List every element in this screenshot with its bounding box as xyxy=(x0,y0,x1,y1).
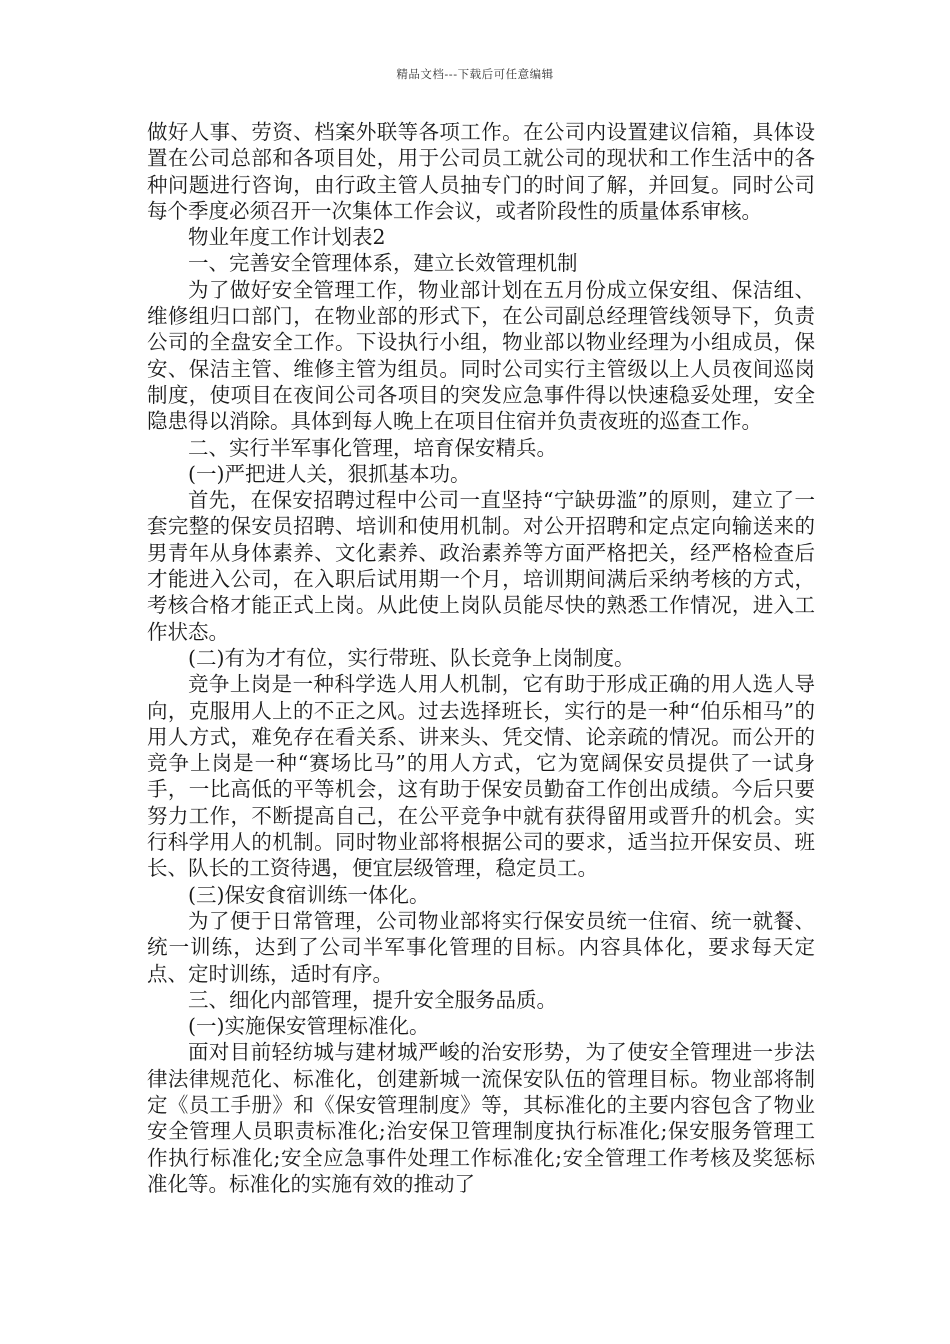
paragraph: 面对目前轻纺城与建材城严峻的治安形势，为了使安全管理进一步法律法律规范化、标准化，创建新城一流保安队伍的管理目标。物业部将制定《员工手册》和《保安管理制度》等，其标准化的主要内容包含了物业安全管理人员职责标准化;治安保卫管理制度执行标准化;保安服务管理工作执行标准化;安全应急事件处理工作标准化;安全管理工作考核及奖惩标准化等。标准化的实施有效的推动了 xyxy=(147,1040,815,1196)
heading-2: 二、实行半军事化管理，培育保安精兵。 xyxy=(188,435,557,460)
heading-3: 三、细化内部管理，提升安全服务品质。 xyxy=(188,987,557,1012)
subheading: (一)实施保安管理标准化。 xyxy=(188,1014,430,1039)
paragraph: 为了便于日常管理，公司物业部将实行保安员统一住宿、统一就餐、统一训练，达到了公司半军事化管理的目标。内容具体化，要求每天定点、定时训练，适时有序。 xyxy=(147,908,815,986)
subheading: (一)严把进人关，狠抓基本功。 xyxy=(188,461,471,486)
document-body xyxy=(147,119,815,1197)
page-header: 精品文档---下载后可任意编辑 xyxy=(396,67,554,81)
paragraph: 为了做好安全管理工作，物业部计划在五月份成立保安组、保洁组、维修组归口部门，在物业部的形式下，在公司副总经理管线领导下，负责公司的全盘安全工作。下设执行小组，物业部以物业经理为小组成员，保安、保洁主管、维修主管为组员。同时公司实行主管级以上人员夜间巡岗制度，使项目在夜间公司各项目的突发应急事件得以快速稳妥处理，安全隐患得以消除。具体到每人晚上在项目住宿并负责夜班的巡查工作。 xyxy=(147,277,815,434)
paragraph: 首先，在保安招聘过程中公司一直坚持“宁缺毋滥”的原则，建立了一套完整的保安员招聘、培训和使用机制。对公开招聘和定点定向输送来的男青年从身体素养、文化素养、政治素养等方面严格把关，经严格检查后才能进入公司，在入职后试用期一个月，培训期间满后采纳考核的方式，考核合格才能正式上岗。从此使上岗队员能尽快的熟悉工作情况，进入工作状态。 xyxy=(147,488,815,644)
section-title: 物业年度工作计划表2 xyxy=(188,225,386,250)
subheading: (三)保安食宿训练一体化。 xyxy=(188,882,430,907)
subheading: (二)有为才有位，实行带班、队长竞争上岗制度。 xyxy=(188,645,635,670)
heading-1: 一、完善安全管理体系，建立长效管理机制 xyxy=(188,251,578,276)
paragraph: 竞争上岗是一种科学选人用人机制，它有助于形成正确的用人选人导向，克服用人上的不正之风。过去选择班长，实行的是一种“伯乐相马”的用人方式，难免存在看关系、讲来头、凭交情、论亲疏的情况。而公开的竞争上岗是一种“赛场比马”的用人方式，它为宽阔保安员提供了一试身手，一比高低的平等机会，这有助于保安员勤奋工作创出成绩。今后只要努力工作，不断提高自己，在公平竞争中就有获得留用或晋升的机会。实行科学用人的机制。同时物业部将根据公司的要求，适当拉开保安员、班长、队长的工资待遇，便宜层级管理，稳定员工。 xyxy=(147,672,815,881)
paragraph-continuation: 做好人事、劳资、档案外联等各项工作。在公司内设置建议信箱，具体设置在公司总部和各项目处，用于公司员工就公司的现状和工作生活中的各种问题进行咨询，由行政主管人员抽专门的时间了解，并回复。同时公司每个季度必须召开一次集体工作会议，或者阶段性的质量体系审核。 xyxy=(147,120,815,223)
